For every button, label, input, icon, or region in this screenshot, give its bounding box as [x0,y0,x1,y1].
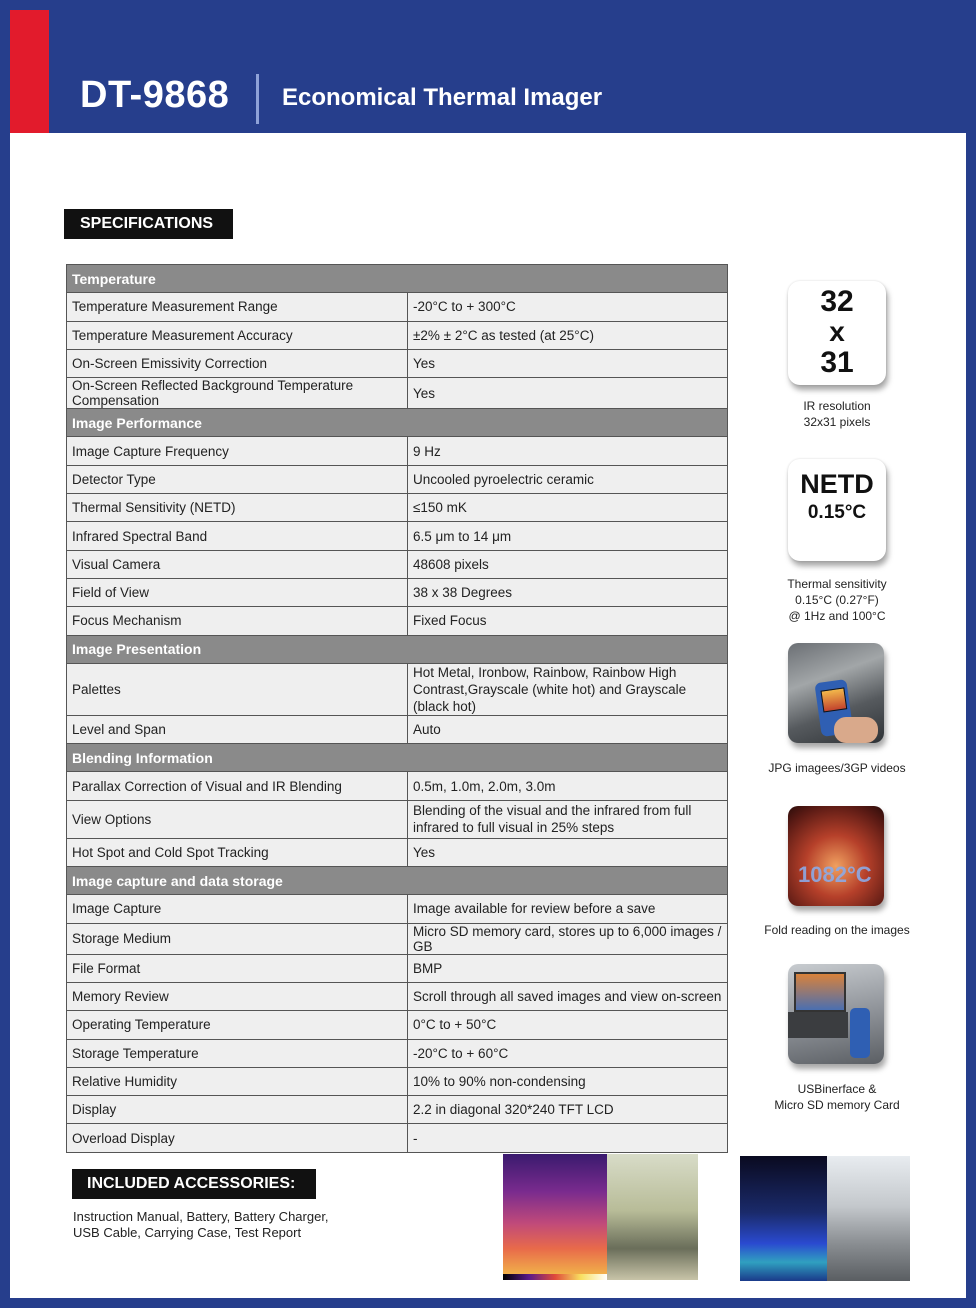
spec-value: -20°C to + 60°C [408,1039,728,1067]
visual-transformer-image [827,1156,910,1281]
header [0,0,976,133]
spec-value: BMP [408,954,728,982]
thermal-camera-photo [788,643,884,743]
netd-badge [788,459,886,561]
spec-row [67,800,728,838]
spec-value: Yes [408,838,728,866]
spec-label: Image Capture [67,895,408,923]
spec-label: Visual Camera [67,550,408,578]
usb-caption-line2: Micro SD memory Card [774,1098,900,1112]
spec-label: Palettes [67,663,408,715]
spec-value: ±2% ± 2°C as tested (at 25°C) [408,321,728,349]
spec-row [67,494,728,522]
spec-label: Temperature Measurement Range [67,293,408,321]
netd-caption-line2: 0.15°C (0.27°F) [795,593,879,607]
spec-value: 9 Hz [408,437,728,465]
spec-row [67,715,728,743]
spec-category-label: Image Performance [67,409,728,437]
spec-row [67,378,728,409]
spec-row [67,838,728,866]
spec-label: Image Capture Frequency [67,437,408,465]
spec-label: Focus Mechanism [67,607,408,635]
usb-device-graphic [850,1008,870,1058]
spec-label: Operating Temperature [67,1011,408,1039]
spec-row [67,550,728,578]
spec-row [67,923,728,954]
usb-interface-photo [788,964,884,1064]
spec-row [67,522,728,550]
spec-label: Memory Review [67,982,408,1010]
spec-value: Uncooled pyroelectric ceramic [408,465,728,493]
accessories-heading: INCLUDED ACCESSORIES: [72,1169,316,1199]
resolution-line3: 31 [820,346,854,379]
accessories-list [73,1209,353,1241]
spec-value: 0°C to + 50°C [408,1011,728,1039]
red-accent-bar [10,10,49,133]
spec-row [67,1011,728,1039]
spec-label: On-Screen Reflected Background Temperature Compensation [67,378,408,409]
resolution-caption-line2: 32x31 pixels [803,415,871,429]
fold-overlay-text: 1082°C [798,862,872,887]
netd-line1: NETD [800,469,874,499]
laptop-screen-graphic [794,972,846,1012]
spec-row [67,1067,728,1095]
ir-resolution-badge [788,281,886,385]
page-body [10,133,966,1298]
resolution-line1: 32 [820,285,854,318]
spec-label: Overload Display [67,1124,408,1152]
netd-caption-line1: Thermal sensitivity [787,577,887,591]
spec-category-row [67,635,728,663]
spec-value: Yes [408,349,728,377]
netd-caption-line3: @ 1Hz and 100°C [788,609,886,623]
spec-value: Micro SD memory card, stores up to 6,000 images / GB [408,923,728,954]
spec-value: Image available for review before a save [408,895,728,923]
spec-category-row [67,867,728,895]
visual-crowd-image [607,1154,698,1280]
spec-label: Level and Span [67,715,408,743]
spec-label: Infrared Spectral Band [67,522,408,550]
spec-row [67,1096,728,1124]
spec-value: Hot Metal, Ironbow, Rainbow, Rainbow High Contrast,Grayscale (white hot) and Grayscale (black hot) [408,663,728,715]
jpg-caption: JPG imagees/3GP videos [768,761,906,775]
fold-reading-photo [788,806,884,906]
spec-value: Scroll through all saved images and view on-screen [408,982,728,1010]
spec-label: Detector Type [67,465,408,493]
spec-label: Relative Humidity [67,1067,408,1095]
resolution-caption-line1: IR resolution [803,399,871,413]
camera-screen-graphic [820,687,847,712]
ir-resolution-caption [762,398,912,430]
thermal-transformer-image [740,1156,827,1281]
usb-caption-line1: USBinerface & [797,1082,877,1096]
specifications-heading: SPECIFICATIONS [64,209,233,239]
spec-row [67,465,728,493]
spec-value: Yes [408,378,728,409]
usb-caption [762,1081,912,1113]
specifications-table [66,264,728,1153]
model-number: DT-9868 [80,74,230,116]
spec-value: 10% to 90% non-condensing [408,1067,728,1095]
spec-row [67,578,728,606]
spec-value: 38 x 38 Degrees [408,578,728,606]
laptop-keyboard-graphic [788,1012,848,1038]
spec-category-label: Image Presentation [67,635,728,663]
netd-caption [762,576,912,624]
spec-value: Auto [408,715,728,743]
spec-label: On-Screen Emissivity Correction [67,349,408,377]
spec-row [67,772,728,800]
spec-label: Display [67,1096,408,1124]
spec-label: Storage Temperature [67,1039,408,1067]
spec-row [67,663,728,715]
spec-value: 48608 pixels [408,550,728,578]
spec-row [67,321,728,349]
hand-graphic [834,717,878,743]
spec-label: Storage Medium [67,923,408,954]
spec-category-label: Image capture and data storage [67,867,728,895]
spec-value: 0.5m, 1.0m, 2.0m, 3.0m [408,772,728,800]
spec-label: Temperature Measurement Accuracy [67,321,408,349]
spec-label: View Options [67,800,408,838]
spec-label: File Format [67,954,408,982]
product-subtitle: Economical Thermal Imager [282,84,603,111]
spec-row [67,1039,728,1067]
spec-value: 2.2 in diagonal 320*240 TFT LCD [408,1096,728,1124]
spec-value: 6.5 μm to 14 μm [408,522,728,550]
spec-value: -20°C to + 300°C [408,293,728,321]
spec-row [67,895,728,923]
spec-label: Parallax Correction of Visual and IR Blending [67,772,408,800]
spec-label: Thermal Sensitivity (NETD) [67,494,408,522]
spec-row [67,982,728,1010]
spec-value: Blending of the visual and the infrared from full infrared to full visual in 25% steps [408,800,728,838]
spec-row [67,349,728,377]
accessories-line2: USB Cable, Carrying Case, Test Report [73,1225,302,1240]
fold-caption: Fold reading on the images [764,923,910,937]
spec-row [67,437,728,465]
spec-row [67,1124,728,1152]
spec-value: - [408,1124,728,1152]
spec-row [67,607,728,635]
spec-category-label: Blending Information [67,744,728,772]
spec-category-row [67,409,728,437]
thermal-crowd-image [503,1154,607,1280]
spec-label: Field of View [67,578,408,606]
spec-value: Fixed Focus [408,607,728,635]
netd-line2: 0.15°C [807,502,867,523]
spec-row [67,293,728,321]
spec-category-label: Temperature [67,265,728,293]
spec-row [67,954,728,982]
spec-label: Hot Spot and Cold Spot Tracking [67,838,408,866]
spec-value: ≤150 mK [408,494,728,522]
thermal-palette-bar [503,1274,607,1280]
title-divider [256,74,259,124]
spec-category-row [67,744,728,772]
accessories-line1: Instruction Manual, Battery, Battery Charger, [73,1209,329,1224]
resolution-line2: x [829,316,845,347]
spec-category-row [67,265,728,293]
